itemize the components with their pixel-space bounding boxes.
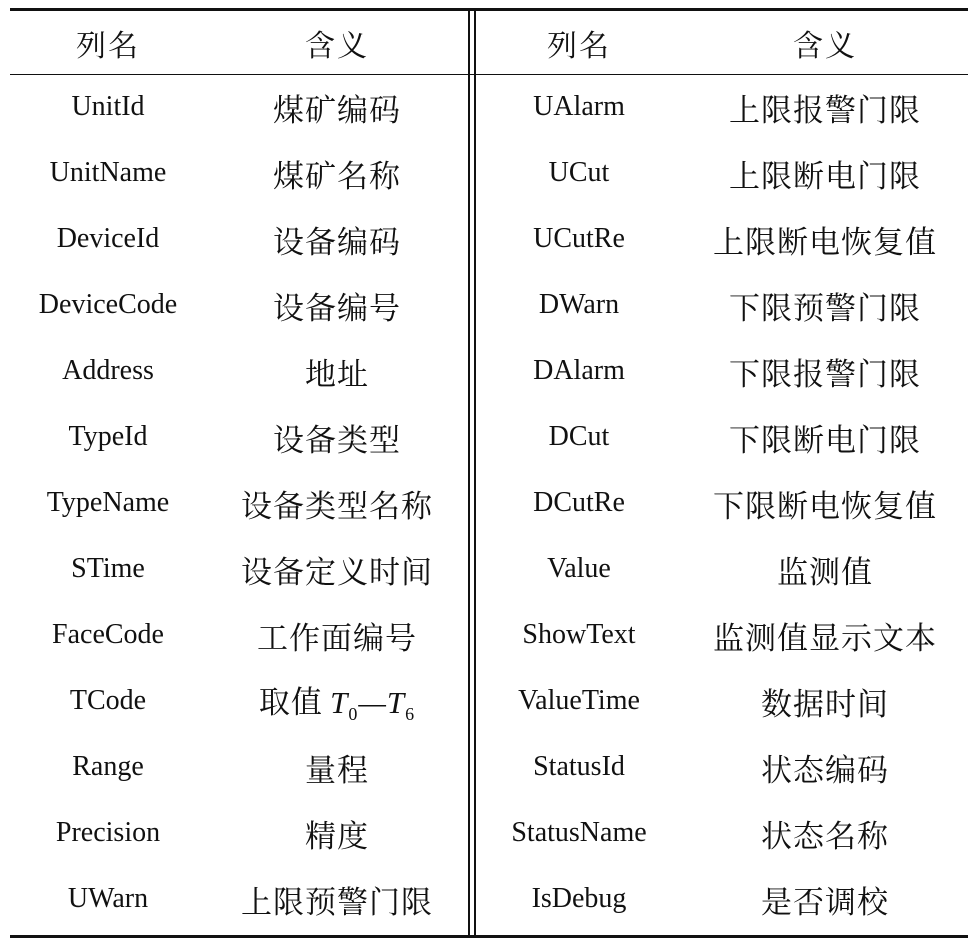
- header-row: [10, 11, 468, 74]
- table-row: [10, 206, 468, 272]
- table-row: [10, 866, 468, 932]
- table-row: [10, 140, 468, 206]
- field-meaning: 精度: [305, 818, 369, 855]
- t-end-subscript: 6: [405, 704, 416, 725]
- header-row: [476, 11, 968, 74]
- table-row: [10, 602, 468, 668]
- column-group-divider: [468, 8, 470, 938]
- field-name: Precision: [55, 817, 161, 848]
- field-name: FaceCode: [52, 619, 164, 650]
- meaning-prefix: 取值: [258, 684, 323, 721]
- meaning-header: 含义: [793, 28, 857, 64]
- field-name: DeviceCode: [38, 289, 178, 320]
- table-row: [10, 338, 468, 404]
- field-meaning: 设备类型: [273, 422, 401, 459]
- left-column-group: [10, 11, 468, 932]
- field-meaning: 煤矿名称: [273, 158, 401, 195]
- table-row: [476, 470, 968, 536]
- field-name: UnitId: [71, 91, 145, 122]
- field-meaning: 设备编码: [273, 224, 401, 261]
- field-meaning: 是否调校: [761, 884, 889, 921]
- field-name: DeviceId: [56, 223, 160, 254]
- field-meaning: 上限预警门限: [241, 884, 433, 921]
- field-name: DCutRe: [533, 487, 625, 518]
- table-row: [10, 74, 468, 140]
- field-name: DCut: [548, 421, 610, 452]
- field-name: TypeName: [46, 487, 170, 518]
- table-row: [10, 734, 468, 800]
- field-name: Address: [62, 355, 154, 386]
- table-row: [476, 668, 968, 734]
- t-symbol-start: T: [330, 684, 349, 720]
- range-dash: —: [358, 684, 387, 720]
- table-row: [476, 206, 968, 272]
- field-meaning: 煤矿编码: [273, 92, 401, 129]
- field-name: StatusId: [533, 751, 625, 782]
- table-row: [476, 74, 968, 140]
- field-meaning: 下限断电门限: [729, 422, 921, 459]
- table-row: [476, 866, 968, 932]
- field-meaning: 设备编号: [273, 290, 401, 327]
- table-row: [476, 800, 968, 866]
- meaning-header: 含义: [305, 28, 369, 64]
- field-meaning: 上限报警门限: [729, 92, 921, 129]
- field-meaning: 监测值: [777, 554, 873, 591]
- field-meaning: 设备定义时间: [241, 554, 433, 591]
- field-name: TypeId: [68, 421, 148, 452]
- field-name: UWarn: [67, 883, 149, 914]
- field-name: DAlarm: [533, 355, 625, 386]
- table-row: [10, 272, 468, 338]
- field-name: ShowText: [522, 619, 636, 650]
- table-row: [476, 140, 968, 206]
- t-range-expression: [323, 684, 416, 725]
- field-meaning: 下限断电恢复值: [713, 488, 937, 525]
- table-row: [10, 404, 468, 470]
- field-meaning: 地址: [305, 356, 369, 393]
- table-row: [476, 272, 968, 338]
- column-name-header: 列名: [76, 28, 140, 64]
- table-row: [476, 338, 968, 404]
- field-name: ValueTime: [518, 685, 640, 716]
- field-meaning: 量程: [305, 752, 369, 789]
- table-row: [10, 800, 468, 866]
- field-name: UCut: [548, 157, 610, 188]
- field-meaning: 状态编码: [761, 752, 889, 789]
- field-meaning: [206, 677, 468, 725]
- field-name: UCutRe: [533, 223, 625, 254]
- field-name: TCode: [69, 685, 147, 716]
- right-column-group: [476, 11, 968, 932]
- field-meaning: 状态名称: [761, 818, 889, 855]
- field-name: STime: [71, 553, 145, 584]
- table-row: [476, 734, 968, 800]
- field-meaning: 数据时间: [761, 686, 889, 723]
- table-row: [476, 602, 968, 668]
- field-name: UAlarm: [533, 91, 625, 122]
- t-start-subscript: 0: [348, 704, 359, 725]
- table-row: [10, 470, 468, 536]
- field-meaning: 下限预警门限: [729, 290, 921, 327]
- field-meaning: 上限断电门限: [729, 158, 921, 195]
- field-meaning: 监测值显示文本: [713, 620, 937, 657]
- column-name-header: 列名: [547, 28, 611, 64]
- field-name: Range: [72, 751, 144, 782]
- field-meaning: 下限报警门限: [729, 356, 921, 393]
- field-meaning: 工作面编号: [257, 620, 417, 657]
- field-name: Value: [547, 553, 611, 584]
- table-bottom-rule: [10, 935, 968, 938]
- t-symbol-end: T: [386, 684, 406, 720]
- table-row: [10, 668, 468, 734]
- field-name: UnitName: [49, 157, 167, 188]
- field-name: IsDebug: [531, 883, 627, 914]
- field-name: DWarn: [538, 289, 620, 320]
- table-row: [476, 404, 968, 470]
- table-row: [10, 536, 468, 602]
- field-meaning: 设备类型名称: [241, 488, 433, 525]
- table-row: [476, 536, 968, 602]
- data-dictionary-table: [10, 8, 968, 938]
- field-meaning: 上限断电恢复值: [713, 224, 937, 261]
- field-name: StatusName: [511, 817, 647, 848]
